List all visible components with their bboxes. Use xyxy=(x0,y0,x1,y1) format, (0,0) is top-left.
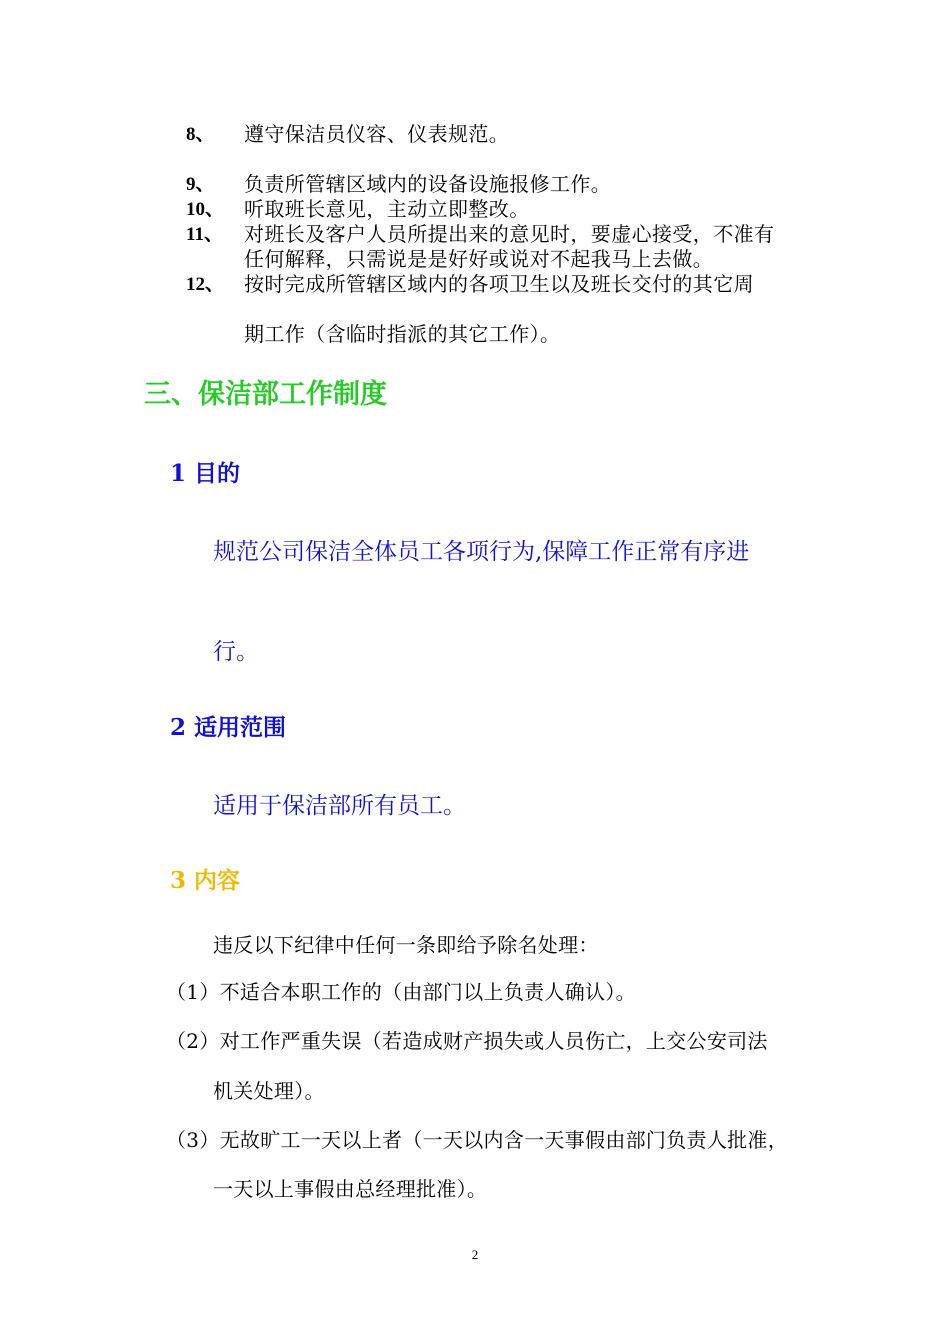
section-title: 三、保洁部工作制度 xyxy=(144,379,387,410)
duty-number: 10、 xyxy=(186,199,225,220)
duty-text: 听取班长意见，主动立即整改。 xyxy=(244,197,530,221)
duty-text: 对班长及客户人员所提出来的意见时，要虚心接受，不准有 xyxy=(244,222,775,246)
duty-number: 9、 xyxy=(186,174,215,195)
purpose-heading: 1 目的 xyxy=(170,460,241,487)
content-intro: 违反以下纪律中任何一条即给予除名处理： xyxy=(213,933,599,957)
duty-text-continued: 期工作（含临时指派的其它工作）。 xyxy=(244,322,561,346)
duty-text: 遵守保洁员仪容、仪表规范。 xyxy=(244,122,510,146)
rule-item-3: （3）无故旷工一天以上者（一天以内含一天事假由部门负责人批准， xyxy=(166,1128,789,1152)
duty-number: 12、 xyxy=(186,274,225,295)
duty-number: 8、 xyxy=(186,124,215,145)
purpose-text-line2: 行。 xyxy=(213,639,259,665)
duty-text: 负责所管辖区域内的设备设施报修工作。 xyxy=(244,172,612,196)
rule-item-2: （2）对工作严重失误（若造成财产损失或人员伤亡，上交公安司法 xyxy=(166,1029,768,1053)
rule-item-1: （1）不适合本职工作的（由部门以上负责人确认）。 xyxy=(166,980,636,1004)
scope-text: 适用于保洁部所有员工。 xyxy=(213,793,466,819)
page-number: 2 xyxy=(471,1247,479,1262)
scope-heading: 2 适用范围 xyxy=(170,714,287,741)
content-heading: 3 内容 xyxy=(170,867,241,894)
rule-item-2-continued: 机关处理）。 xyxy=(213,1079,325,1103)
duty-text-continued: 任何解释，只需说是是好好或说对不起我马上去做。 xyxy=(244,247,714,271)
purpose-text-line1: 规范公司保洁全体员工各项行为,保障工作正常有序进 xyxy=(213,539,750,565)
duty-text: 按时完成所管辖区域内的各项卫生以及班长交付的其它周 xyxy=(244,272,754,296)
duty-number: 11、 xyxy=(186,224,223,245)
rule-item-3-continued: 一天以上事假由总经理批准）。 xyxy=(213,1177,488,1201)
